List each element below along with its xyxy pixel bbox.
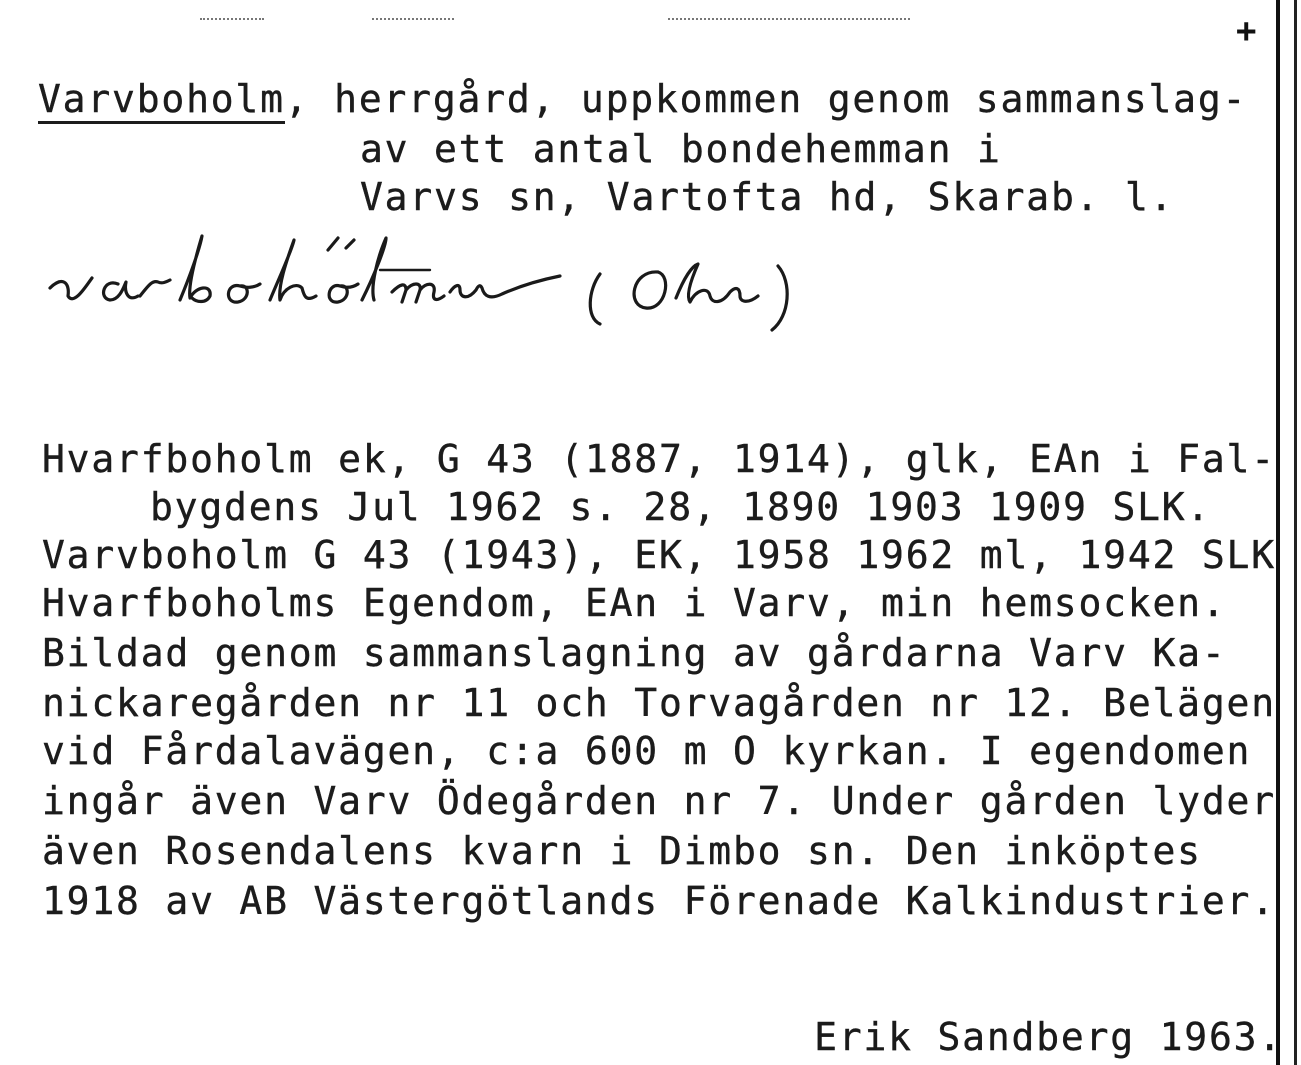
body-line: nickaregården nr 11 och Torvagården nr 12. Belägen <box>42 681 1276 725</box>
scan-artifact-dots <box>668 18 910 20</box>
card-edge-line <box>1276 0 1280 1065</box>
headword: Varvboholm <box>38 77 285 124</box>
header-line-1 <box>38 77 1248 121</box>
header-line-2: av ett antal bondehemman i <box>360 127 1002 171</box>
corner-mark: + <box>1236 11 1257 51</box>
handwritten-note <box>40 226 830 346</box>
body-line: Varvboholm G 43 (1943), EK, 1958 1962 ml, 1942 SLK <box>42 533 1276 577</box>
body-line: Hvarfboholm ek, G 43 (1887, 1914), glk, EAn i Fal- <box>42 437 1276 481</box>
card-edge-line <box>1294 0 1297 1065</box>
body-line: ingår även Varv Ödegården nr 7. Under gården lyder <box>42 779 1276 823</box>
body-line: Bildad genom sammanslagning av gårdarna Varv Ka- <box>42 631 1227 675</box>
body-line: Hvarfboholms Egendom, EAn i Varv, min hemsocken. <box>42 581 1227 625</box>
scan-artifact-dots <box>200 18 264 20</box>
body-line: 1918 av AB Västergötlands Förenade Kalkindustrier. <box>42 879 1276 923</box>
header-line-3: Varvs sn, Vartofta hd, Skarab. l. <box>360 175 1175 219</box>
signature: Erik Sandberg 1963. <box>814 1015 1283 1059</box>
header-line-1-rest: , herrgård, uppkommen genom sammanslag- <box>284 77 1248 121</box>
body-line: bygdens Jul 1962 s. 28, 1890 1903 1909 SLK. <box>150 485 1212 529</box>
body-line: vid Fårdalavägen, c:a 600 m O kyrkan. I egendomen <box>42 729 1252 773</box>
scan-artifact-dots <box>372 18 454 20</box>
body-line: även Rosendalens kvarn i Dimbo sn. Den inköptes <box>42 829 1202 873</box>
